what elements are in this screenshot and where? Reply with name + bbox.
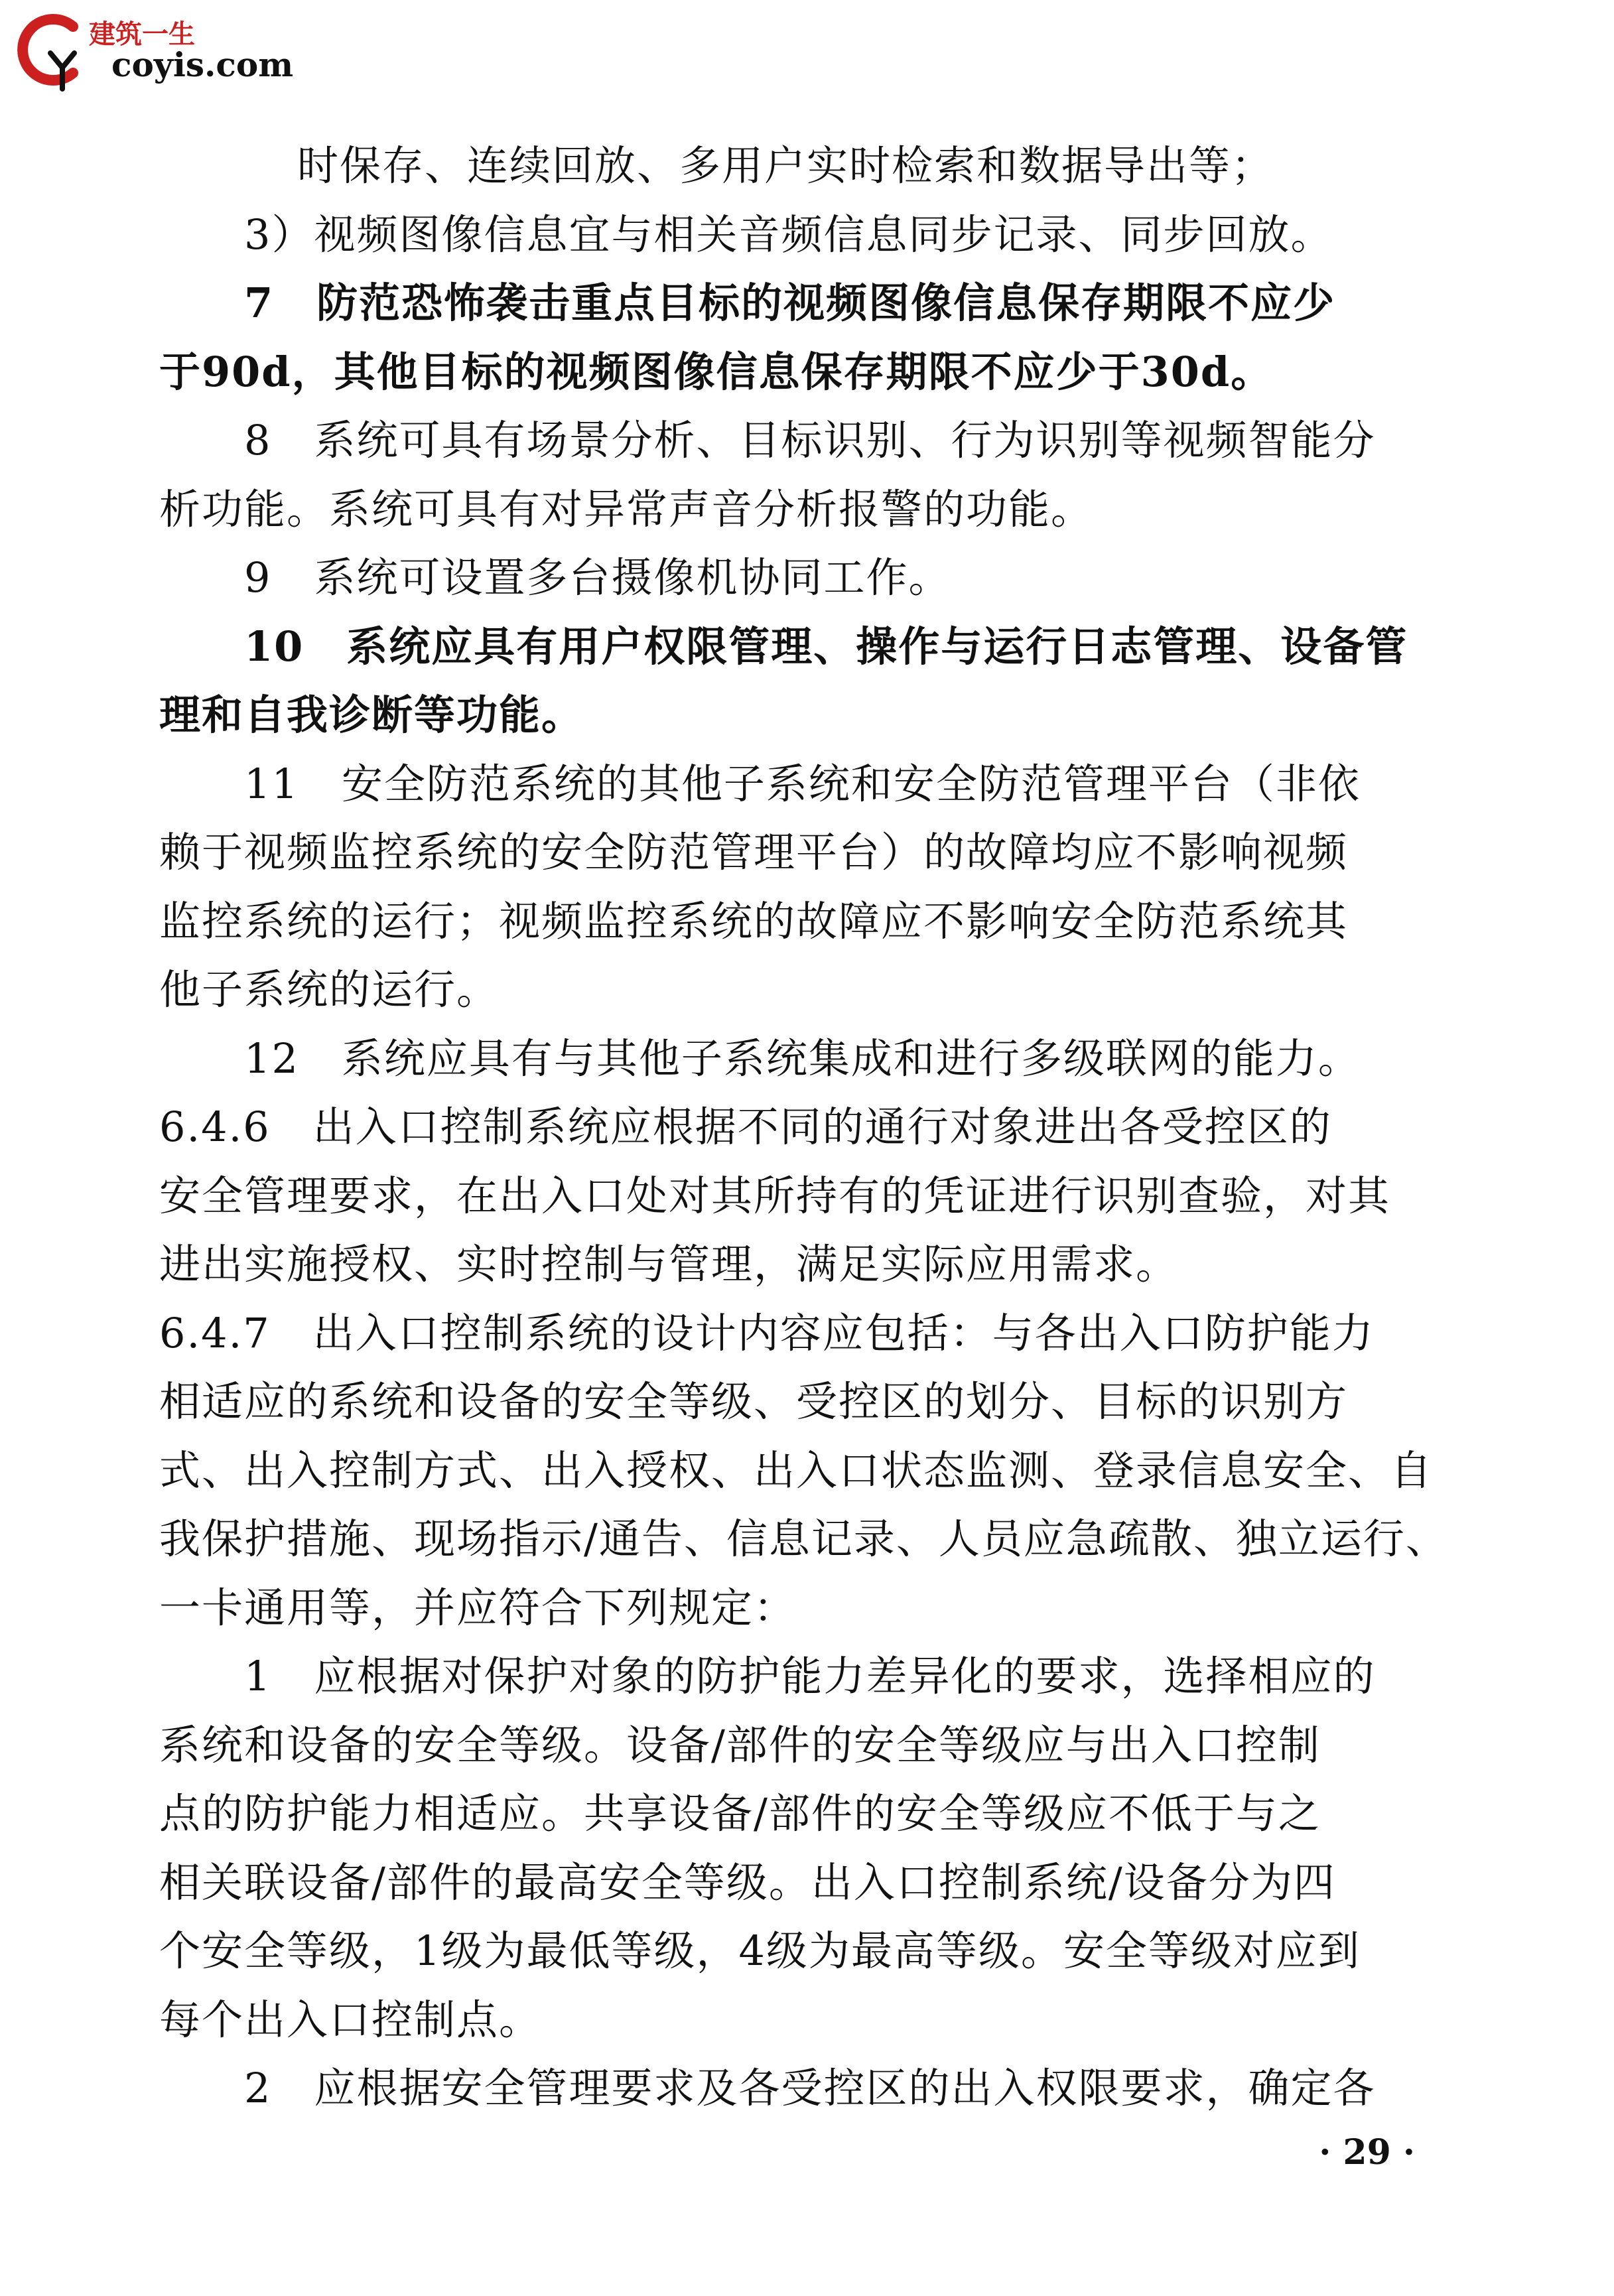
text-line: 12 系统应具有与其他子系统集成和进行多级联网的能力。: [244, 1034, 1361, 1083]
text-line: 6.4.6 出入口控制系统应根据不同的通行对象进出各受控区的: [159, 1103, 1332, 1151]
text-line: 一卡通用等，并应符合下列规定：: [159, 1583, 797, 1632]
text-line: 1 应根据对保护对象的防护能力差异化的要求，选择相应的: [244, 1652, 1376, 1700]
text-line: 11 安全防范系统的其他子系统和安全防范管理平台（非依: [244, 759, 1361, 808]
text-line: 个安全等级，1级为最低等级，4级为最高等级。安全等级对应到: [159, 1926, 1361, 1975]
site-logo: [12, 7, 294, 93]
text-line: 7 防范恐怖袭击重点目标的视频图像信息保存期限不应少: [244, 279, 1336, 327]
text-line: 我保护措施、现场指示/通告、信息记录、人员应急疏散、独立运行、: [159, 1515, 1448, 1563]
text-line: 赖于视频监控系统的安全防范管理平台）的故障均应不影响视频: [159, 828, 1349, 876]
text-line: 式、出入控制方式、出入授权、出入口状态监测、登录信息安全、自: [159, 1446, 1434, 1495]
text-line: 每个出入口控制点。: [159, 1995, 542, 2044]
text-line: 点的防护能力相适应。共享设备/部件的安全等级应不低于与之: [159, 1789, 1321, 1838]
text-line: 系统和设备的安全等级。设备/部件的安全等级应与出入口控制: [159, 1720, 1321, 1769]
logo-chinese-text: 建筑一生: [89, 19, 195, 50]
text-line: 于90d，其他目标的视频图像信息保存期限不应少于30d。: [159, 347, 1274, 396]
text-line: 安全管理要求，在出入口处对其所持有的凭证进行识别查验，对其: [159, 1171, 1391, 1220]
page-number: · 29 ·: [1319, 2132, 1415, 2173]
text-line: 进出实施授权、实时控制与管理，满足实际应用需求。: [159, 1240, 1179, 1288]
text-line: 他子系统的运行。: [159, 965, 500, 1014]
text-line: 9 系统可设置多台摄像机协同工作。: [244, 553, 951, 602]
text-line: 2 应根据安全管理要求及各受控区的出入权限要求，确定各: [244, 2064, 1376, 2112]
logo-cy-icon: [12, 7, 98, 93]
logo-domain-text: coyis.com: [111, 45, 294, 84]
text-line: 6.4.7 出入口控制系统的设计内容应包括：与各出入口防护能力: [159, 1308, 1375, 1357]
text-line: 8 系统可具有场景分析、目标识别、行为识别等视频智能分: [244, 416, 1376, 464]
text-line: 理和自我诊断等功能。: [159, 691, 584, 739]
text-line: 监控系统的运行；视频监控系统的故障应不影响安全防范系统其: [159, 896, 1349, 945]
text-line: 3）视频图像信息宜与相关音频信息同步记录、同步回放。: [244, 210, 1333, 259]
text-line: 析功能。系统可具有对异常声音分析报警的功能。: [159, 484, 1094, 533]
text-line: 10 系统应具有用户权限管理、操作与运行日志管理、设备管: [244, 622, 1408, 671]
text-line: 时保存、连续回放、多用户实时检索和数据导出等；: [297, 141, 1274, 190]
text-line: 相适应的系统和设备的安全等级、受控区的划分、目标的识别方: [159, 1377, 1349, 1426]
document-body: [159, 131, 1449, 2123]
text-line: 相关联设备/部件的最高安全等级。出入口控制系统/设备分为四: [159, 1857, 1336, 1907]
